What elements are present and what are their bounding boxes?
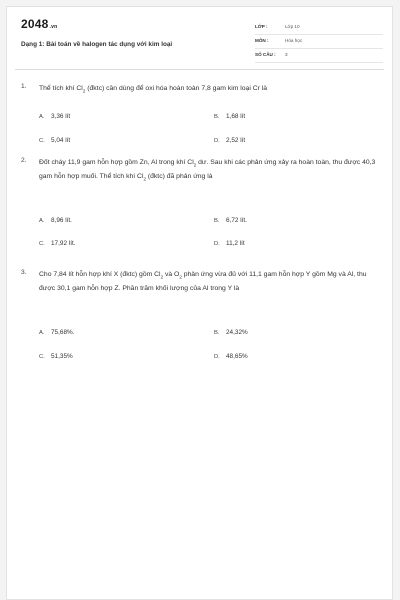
option-label: C. (39, 354, 45, 360)
answer-option-c[interactable] (39, 137, 70, 144)
option-label: A. (39, 218, 45, 224)
option-label: C. (39, 241, 45, 247)
meta-label: SỐ CÂU : (255, 52, 276, 57)
option-text: 24,32% (226, 329, 248, 336)
option-text: 6,72 lít. (226, 217, 247, 224)
option-text: 51,35% (51, 353, 73, 360)
site-logo[interactable] (21, 17, 57, 31)
logo-suffix: .vn (49, 24, 58, 30)
worksheet-page (6, 6, 393, 600)
option-label: A. (39, 114, 45, 120)
logo-text: 2048 (21, 17, 49, 31)
option-text: 11,2 lít (226, 240, 245, 247)
answer-option-b[interactable] (214, 329, 248, 336)
option-label: D. (214, 354, 220, 360)
option-label: B. (214, 330, 220, 336)
option-label: D. (214, 241, 220, 247)
answer-option-c[interactable] (39, 353, 73, 360)
meta-label: MÔN : (255, 38, 269, 43)
meta-info (255, 21, 383, 63)
answer-option-a[interactable] (39, 329, 74, 336)
option-text: 17,92 lít. (51, 240, 76, 247)
answer-option-c[interactable] (39, 240, 76, 247)
question-number: 1. (21, 83, 27, 90)
meta-value: Hóa học (285, 38, 303, 43)
meta-value: Lớp 10 (285, 24, 300, 29)
meta-value: 3 (285, 52, 288, 57)
answer-option-b[interactable] (214, 113, 245, 120)
option-label: A. (39, 330, 45, 336)
answer-option-d[interactable] (214, 353, 248, 360)
meta-row-class (255, 21, 383, 35)
worksheet-title: Dạng 1: Bài toán về halogen tác dụng với kim loại (21, 41, 173, 48)
option-label: B. (214, 218, 220, 224)
question-text: Đốt cháy 11,9 gam hỗn hợp gồm Zn, Al trong khí $Cl_2$ dư. Sau khi các phản ứng xảy ra hoàn toàn, thu được 40,3 gam hỗn hợp muối. Thể tích khí $Cl_2$ (đktc) đã phản ứng là (39, 159, 376, 182)
option-label: B. (214, 114, 220, 120)
question-number: 2. (21, 157, 27, 164)
option-label: C. (39, 138, 45, 144)
question-text: Cho 7,84 lít hỗn hợp khí X (đktc) gồm $Cl_2$ và $O_2$ phản ứng vừa đủ với 11,1 gam hỗn hợp Y gồm Mg và Al, thu được 30,1 gam hỗn hợp Z. Phần trăm khối lượng của Al trong Y là (39, 271, 367, 292)
answer-option-d[interactable] (214, 240, 245, 247)
answer-option-b[interactable] (214, 217, 247, 224)
meta-row-count (255, 49, 383, 63)
meta-label: LỚP : (255, 24, 268, 29)
option-label: D. (214, 138, 220, 144)
header-divider (15, 69, 384, 70)
answer-option-a[interactable] (39, 113, 70, 120)
option-text: 8,96 lít. (51, 217, 72, 224)
option-text: 75,68%. (51, 329, 75, 336)
answer-option-d[interactable] (214, 137, 245, 144)
option-text: 1,68 lít (226, 113, 246, 120)
answer-option-a[interactable] (39, 217, 72, 224)
option-text: 2,52 lít (226, 137, 246, 144)
option-text: 3,36 lít (51, 113, 71, 120)
option-text: 48,65% (226, 353, 248, 360)
option-text: 5,04 lít (51, 137, 71, 144)
meta-row-subject (255, 35, 383, 49)
question-number: 3. (21, 269, 27, 276)
question-text: Thể tích khí $Cl_2$ (đktc) cần dùng để oxi hóa hoàn toàn 7,8 gam kim loại Cr là (39, 85, 268, 94)
